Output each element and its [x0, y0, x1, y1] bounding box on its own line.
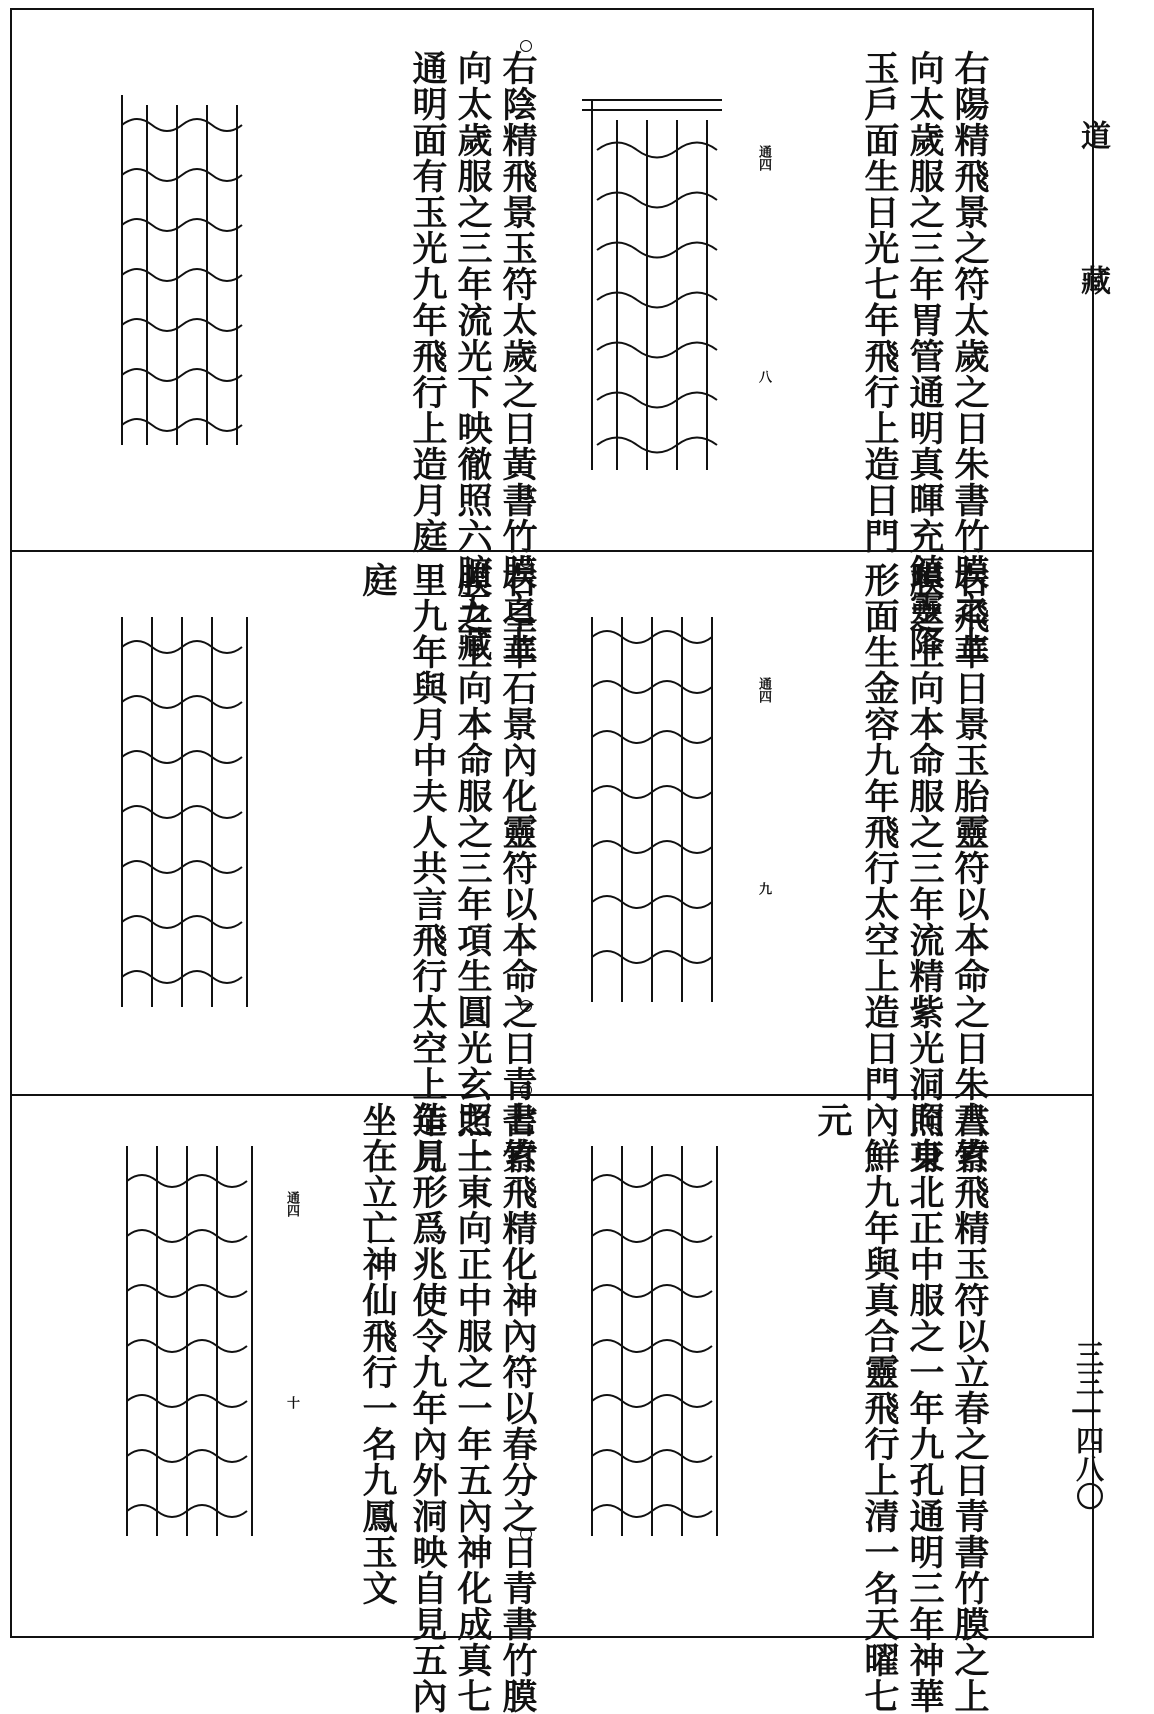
panel-2-talisman-right: [572, 607, 732, 1012]
panel-3-text-col-2: 向東北正中服之一年九孔通明三年神華: [904, 1102, 945, 1714]
page-reference: 三三 | 四八〇: [1072, 1340, 1105, 1510]
panel-1-margin-mark-1: 通四: [756, 145, 771, 171]
panel-3-text-col-1: 八素飛精玉符以立春之日青書竹膜之上: [949, 1102, 990, 1714]
side-header-char-1: 道: [1075, 120, 1110, 150]
panel-1: [12, 10, 1092, 662]
panel-3-text-col-4: 元: [812, 1102, 853, 1138]
panel-2-text-col-7: 庭: [357, 562, 398, 598]
panel-2-text-col-4: 右皇華石景內化靈符以本命之日青書竹: [497, 562, 538, 1174]
panel-3-talisman-left: [112, 1136, 272, 1546]
panel-3-text-col-3: 內鮮九年與真合靈飛行上清一名天曜七: [859, 1102, 900, 1714]
panel-2-text-col-2: 膜之上向本命服之三年流精紫光洞照身: [904, 562, 945, 1174]
panel-1-text-col-1: 右陽精飛景之符太歲之日朱書竹膜之上: [949, 50, 990, 662]
panel-3-circle-bottom: [520, 1528, 532, 1540]
panel-1-text-col-6: 通明面有玉光九年飛行上造月庭: [407, 50, 448, 554]
panel-2-talisman-left: [107, 607, 267, 1017]
panel-1-text-col-2: 向太歲服之三年胃管通明真暉充鎮靈降: [904, 50, 945, 662]
panel-3-text-col-8: 坐在立亡神仙飛行一名九鳳玉文: [357, 1102, 398, 1606]
panel-3-circle-top: [520, 1084, 532, 1096]
panel-1-circle-bottom: [520, 488, 532, 500]
panel-2-text-col-3: 形面生金容九年飛行太空上造日門: [859, 562, 900, 1102]
panel-1-talisman-right: [572, 90, 732, 480]
panel-3: [12, 1096, 1092, 1714]
panel-1-circle-top: [520, 40, 532, 52]
panel-2-margin-mark-2: 九: [756, 882, 771, 895]
panel-3-text-col-5: 七素飛精化神內符以春分之日青書竹膜: [497, 1102, 538, 1714]
panel-3-text-col-7: 年見形爲兆使令九年內外洞映自見五內: [407, 1102, 448, 1714]
panel-1-text-col-4: 右陰精飛景玉符太歲之日黃書竹膜之上: [497, 50, 538, 662]
panel-2-text-col-5: 膜之上向本命服之三年項生圓光玄照一: [452, 562, 493, 1174]
panel-2-circle-bottom: [520, 1000, 532, 1012]
panel-2: [12, 552, 1092, 1174]
side-header-char-2: 藏: [1075, 265, 1110, 295]
page-frame: [10, 8, 1094, 1714]
panel-1-margin-mark-2: 八: [756, 370, 771, 383]
panel-3-text-col-6: 之上東向正中服之一年五內神化成真七: [452, 1102, 493, 1714]
panel-2-circle-top: [520, 556, 532, 568]
panel-1-text-col-3: 玉戶面生日光七年飛行上造日門: [859, 50, 900, 554]
panel-2-text-col-6: 里九年與月中夫人共言飛行太空上造月: [407, 562, 448, 1174]
panel-3-margin-mark-1: 通四: [284, 1191, 299, 1217]
panel-1-talisman-left: [107, 85, 257, 455]
panel-3-talisman-right: [577, 1136, 737, 1546]
panel-2-margin-mark-1: 通四: [756, 677, 771, 703]
panel-1-text-col-5: 向太歲服之三年流光下映徹照六腑五藏: [452, 50, 493, 662]
panel-2-text-col-1: 右飛華日景玉胎靈符以本命之日朱書竹: [949, 562, 990, 1174]
panel-3-margin-mark-2: 十: [284, 1396, 299, 1409]
